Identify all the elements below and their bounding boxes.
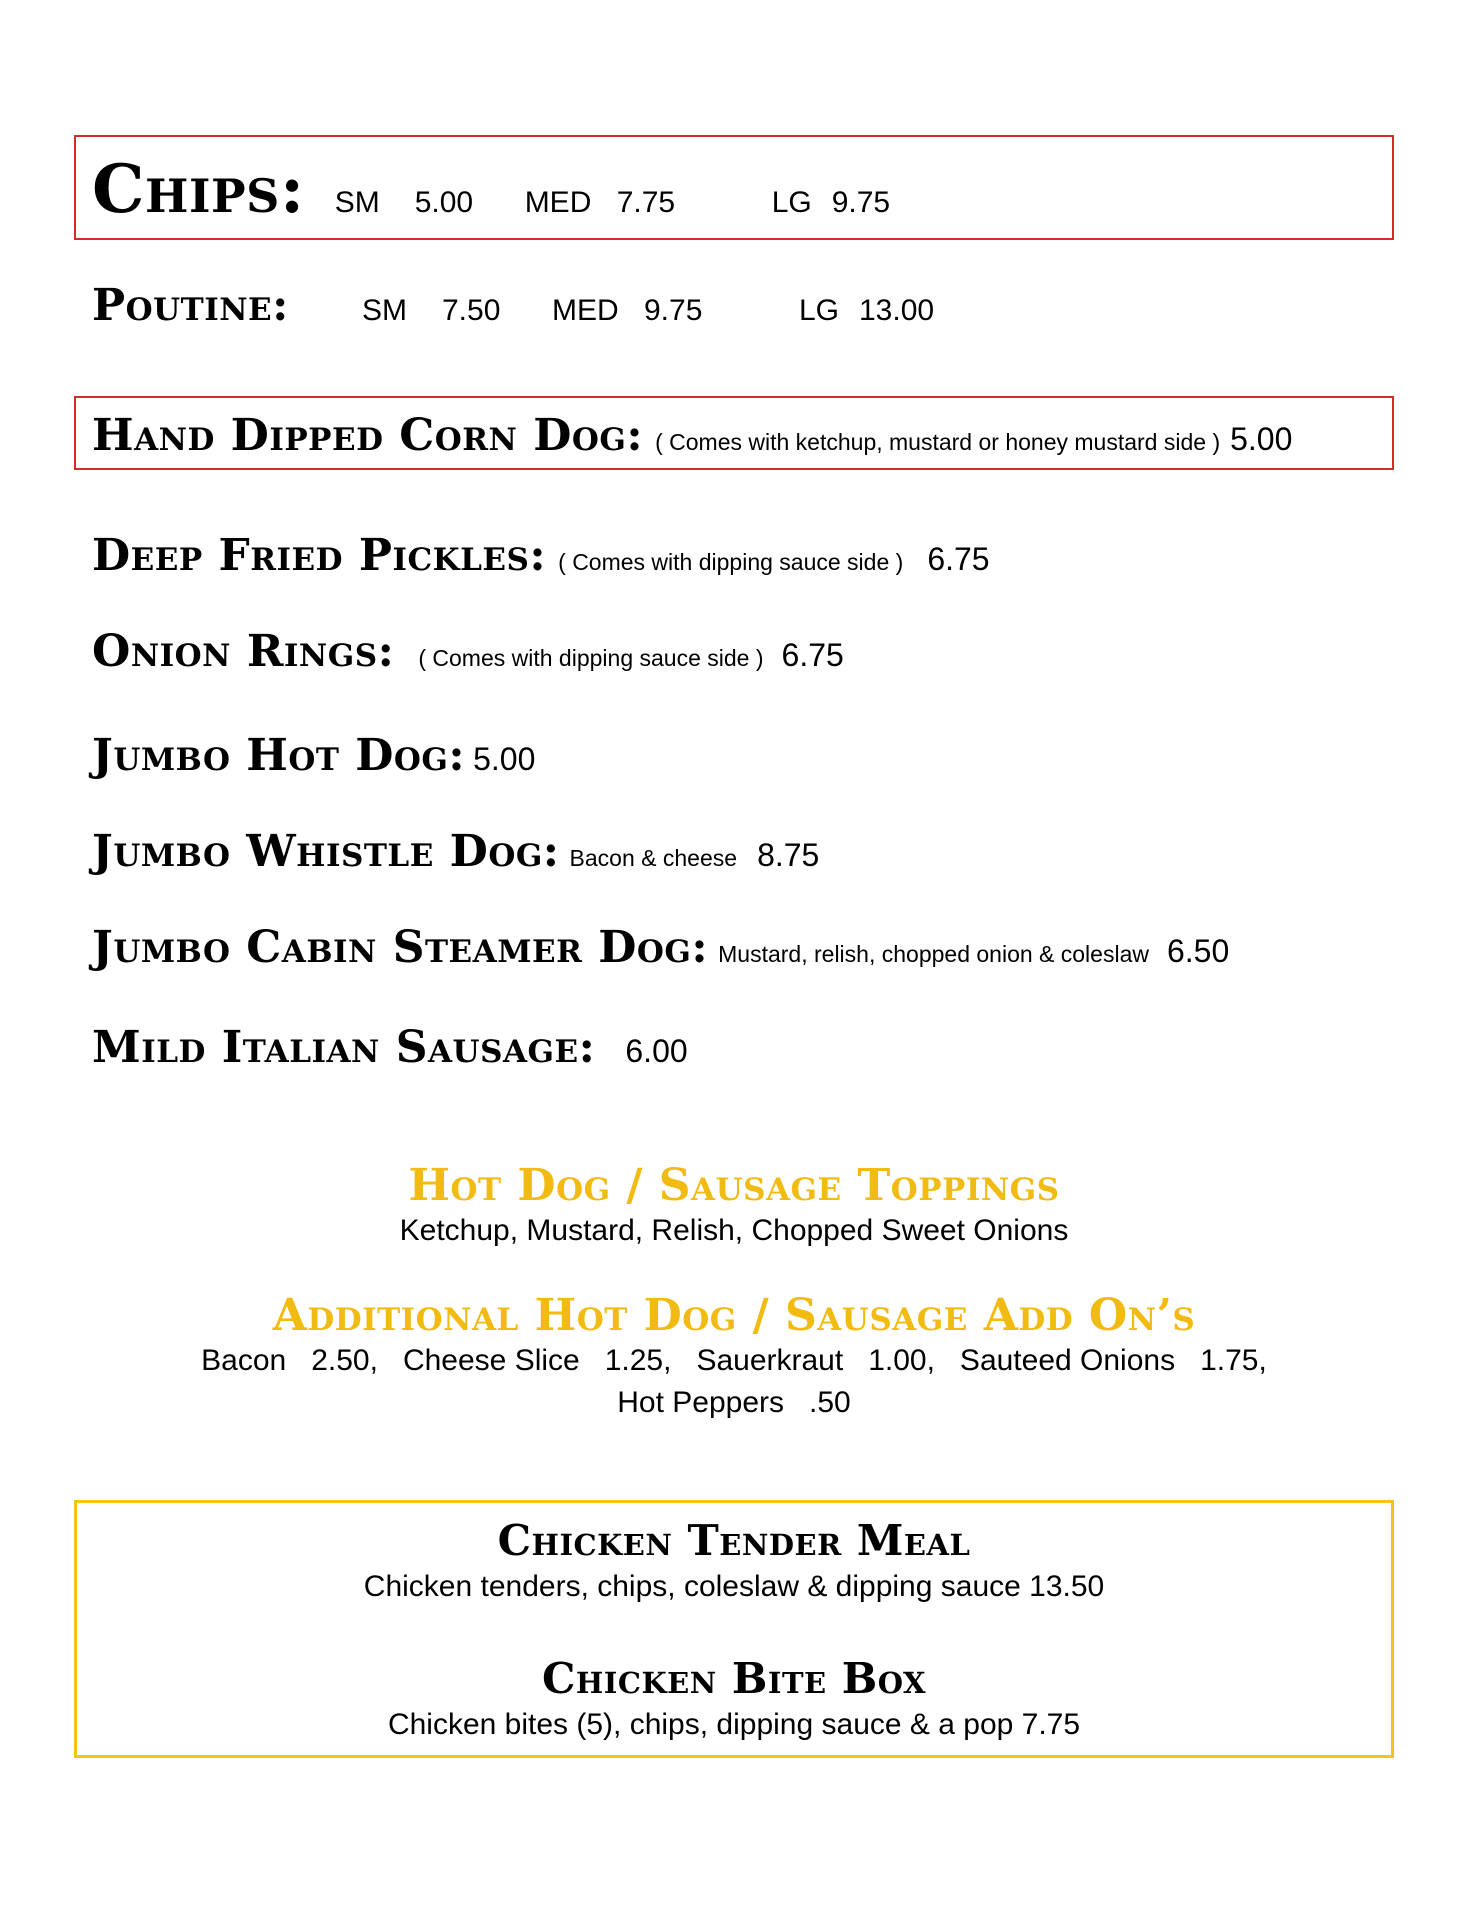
menu-item-onion-rings bbox=[92, 626, 844, 677]
onion-rings-price: 6.75 bbox=[781, 637, 844, 673]
menu-item-corn-dog bbox=[92, 410, 1292, 461]
corn-dog-title: Hand Dipped Corn Dog: bbox=[92, 410, 644, 461]
jumbo-hot-dog-title: Jumbo Hot Dog: bbox=[92, 730, 466, 781]
menu-item-pickles bbox=[92, 530, 990, 581]
corn-dog-note: ( Comes with ketchup, mustard or honey mustard side ) bbox=[655, 429, 1221, 455]
poutine-lg-price: 13.00 bbox=[859, 294, 935, 327]
toppings-list: Ketchup, Mustard, Relish, Chopped Sweet Onions bbox=[399, 1214, 1069, 1247]
chips-lg-price: 9.75 bbox=[831, 186, 891, 219]
chicken-bite-title: Chicken Bite Box bbox=[541, 1654, 927, 1703]
addons-line-1: Bacon 2.50, Cheese Slice 1.25, Sauerkraut 1.00, Sauteed Onions 1.75, bbox=[201, 1344, 1267, 1377]
chicken-tender-title: Chicken Tender Meal bbox=[497, 1516, 971, 1565]
whistle-dog-price: 8.75 bbox=[757, 837, 820, 873]
italian-sausage-price: 6.00 bbox=[625, 1033, 688, 1069]
cabin-dog-note: Mustard, relish, chopped onion & coleslaw bbox=[718, 941, 1149, 967]
chips-lg-label: LG bbox=[771, 186, 812, 219]
cabin-dog-title: Jumbo Cabin Steamer Dog: bbox=[92, 922, 709, 973]
whistle-dog-note: Bacon & cheese bbox=[569, 845, 738, 871]
pickles-price: 6.75 bbox=[927, 541, 990, 577]
italian-sausage-title: Mild Italian Sausage: bbox=[92, 1022, 596, 1073]
menu-item-jumbo-hot-dog bbox=[92, 730, 535, 781]
cabin-dog-price: 6.50 bbox=[1166, 933, 1230, 969]
addons-line-2: Hot Peppers .50 bbox=[617, 1386, 851, 1419]
chicken-bite-desc: Chicken bites (5), chips, dipping sauce & a pop 7.75 bbox=[387, 1708, 1081, 1741]
chips-title: Chips: bbox=[92, 150, 305, 228]
pickles-note: ( Comes with dipping sauce side ) bbox=[558, 549, 904, 575]
poutine-med-label: MED bbox=[552, 294, 619, 327]
menu-item-chips bbox=[92, 150, 890, 228]
chips-sm-price: 5.00 bbox=[414, 186, 474, 219]
menu-item-italian-sausage bbox=[92, 1022, 688, 1073]
toppings-heading: Hot Dog / Sausage Toppings bbox=[408, 1160, 1060, 1211]
poutine-lg-label: LG bbox=[799, 294, 840, 327]
onion-rings-note: ( Comes with dipping sauce side ) bbox=[418, 645, 764, 671]
addons-heading: Additional Hot Dog / Sausage Add On’s bbox=[272, 1290, 1196, 1341]
poutine-title: Poutine: bbox=[92, 280, 289, 331]
chips-prices bbox=[335, 186, 890, 220]
onion-rings-title: Onion Rings: bbox=[92, 626, 395, 677]
chips-sm-label: SM bbox=[334, 186, 380, 219]
chips-med-label: MED bbox=[524, 186, 592, 219]
poutine-prices bbox=[362, 294, 934, 328]
pickles-title: Deep Fried Pickles: bbox=[92, 530, 547, 581]
poutine-sm-label: SM bbox=[362, 294, 407, 327]
corn-dog-price: 5.00 bbox=[1230, 421, 1293, 457]
jumbo-hot-dog-price: 5.00 bbox=[473, 741, 536, 777]
poutine-sm-price: 7.50 bbox=[442, 294, 501, 327]
menu-item-cabin-dog bbox=[92, 922, 1229, 973]
menu-item-whistle-dog bbox=[92, 826, 819, 877]
menu-item-poutine bbox=[92, 280, 934, 331]
poutine-med-price: 9.75 bbox=[644, 294, 703, 327]
whistle-dog-title: Jumbo Whistle Dog: bbox=[92, 826, 560, 877]
chips-med-price: 7.75 bbox=[616, 186, 676, 219]
chicken-tender-desc: Chicken tenders, chips, coleslaw & dipping sauce 13.50 bbox=[363, 1570, 1105, 1603]
